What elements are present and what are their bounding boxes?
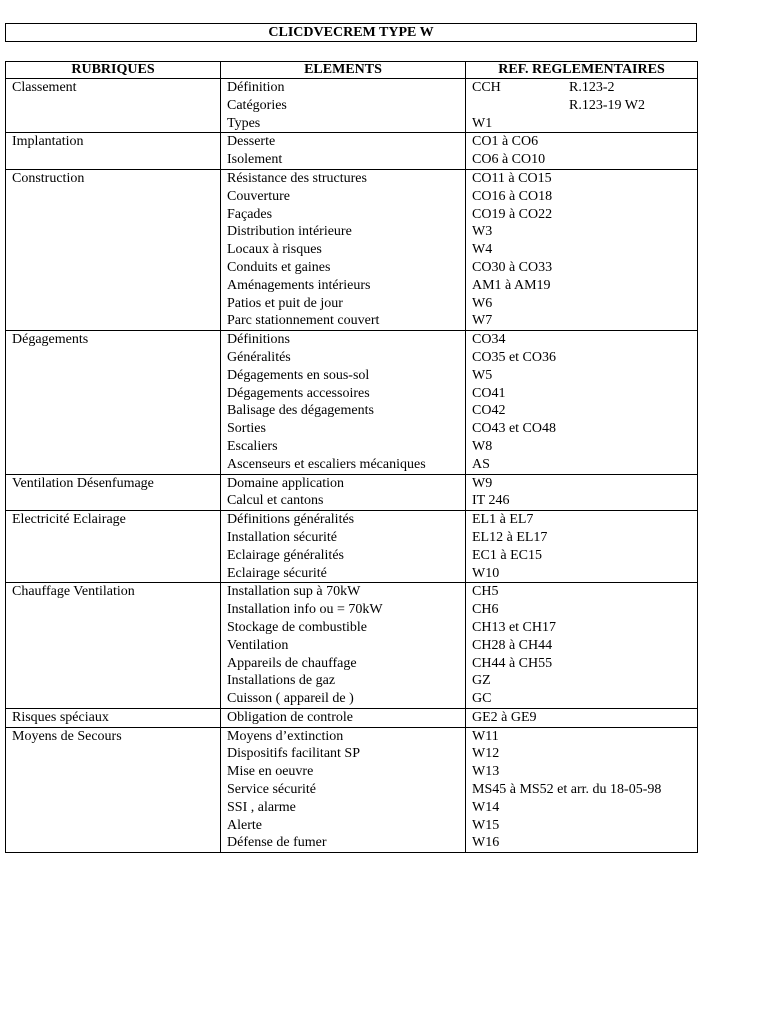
rubrique-cell bbox=[6, 583, 221, 709]
ref-item bbox=[472, 206, 697, 224]
ref-value: W13 bbox=[472, 764, 500, 780]
rubrique-label: Chauffage Ventilation bbox=[12, 584, 135, 600]
document-title: CLICDVECREM TYPE W bbox=[5, 23, 697, 42]
ref-value: W4 bbox=[472, 242, 493, 258]
ref-item bbox=[472, 834, 697, 852]
ref-item bbox=[472, 438, 697, 456]
element-item: Couverture bbox=[227, 188, 290, 204]
elements-cell bbox=[221, 583, 466, 709]
ref-value: CO6 à CO10 bbox=[472, 152, 546, 168]
ref-item bbox=[472, 547, 697, 565]
element-item: Balisage des dégagements bbox=[227, 403, 374, 419]
ref-item bbox=[472, 763, 697, 781]
element-item: Résistance des structures bbox=[227, 170, 367, 186]
rubrique-label: Moyens de Secours bbox=[12, 728, 122, 744]
header-refs: REF. REGLEMENTAIRES bbox=[466, 62, 698, 79]
header-rubriques: RUBRIQUES bbox=[6, 62, 221, 79]
element-item: Escaliers bbox=[227, 438, 278, 454]
table-row bbox=[6, 511, 698, 583]
element-item: Conduits et gaines bbox=[227, 259, 331, 275]
ref-value: CO1 à CO6 bbox=[472, 134, 539, 150]
element-item: Domaine application bbox=[227, 475, 345, 491]
element-item: Alerte bbox=[227, 817, 262, 833]
element-item: Eclairage sécurité bbox=[227, 565, 327, 581]
rubrique-cell bbox=[6, 79, 221, 133]
ref-item bbox=[472, 241, 697, 259]
ref-item bbox=[472, 619, 697, 637]
ref-value: W6 bbox=[472, 295, 493, 311]
ref-value: CO42 bbox=[472, 403, 506, 419]
elements-cell bbox=[221, 727, 466, 853]
elements-cell bbox=[221, 331, 466, 474]
element-item: Dégagements accessoires bbox=[227, 385, 370, 401]
table-body bbox=[6, 79, 698, 853]
rubrique-label: Ventilation Désenfumage bbox=[12, 475, 154, 491]
ref-item bbox=[472, 781, 697, 799]
ref-secondary-value: R.123-19 W2 bbox=[569, 97, 645, 113]
element-item: Obligation de controle bbox=[227, 709, 353, 725]
element-item: Mise en oeuvre bbox=[227, 764, 314, 780]
element-item: Distribution intérieure bbox=[227, 224, 352, 240]
ref-value: W3 bbox=[472, 224, 493, 240]
element-item: Cuisson ( appareil de ) bbox=[227, 691, 354, 707]
elements-cell bbox=[221, 133, 466, 170]
regulations-table bbox=[5, 61, 698, 853]
ref-item bbox=[472, 331, 697, 349]
ref-item bbox=[472, 277, 697, 295]
ref-item bbox=[472, 565, 697, 583]
ref-value: CH44 à CH55 bbox=[472, 655, 553, 671]
ref-value: CCH bbox=[472, 80, 501, 95]
table-row bbox=[6, 708, 698, 727]
ref-item bbox=[472, 475, 697, 493]
ref-item bbox=[472, 672, 697, 690]
ref-value: CO34 bbox=[472, 332, 506, 348]
element-item: Types bbox=[227, 115, 261, 131]
ref-item bbox=[472, 583, 697, 601]
element-item: SSI , alarme bbox=[227, 799, 296, 815]
element-item: Installation sécurité bbox=[227, 529, 338, 545]
element-item: Sorties bbox=[227, 421, 266, 437]
ref-item bbox=[472, 637, 697, 655]
ref-item bbox=[472, 133, 697, 151]
ref-item bbox=[472, 115, 697, 133]
rubrique-label: Classement bbox=[12, 80, 77, 95]
ref-item bbox=[472, 709, 697, 727]
rubrique-cell bbox=[6, 727, 221, 853]
rubrique-cell bbox=[6, 169, 221, 330]
element-item: Généralités bbox=[227, 349, 291, 365]
rubrique-label: Dégagements bbox=[12, 332, 89, 348]
ref-item bbox=[472, 492, 697, 510]
element-item: Desserte bbox=[227, 134, 276, 150]
rubrique-cell bbox=[6, 331, 221, 474]
ref-value: CH5 bbox=[472, 584, 499, 600]
element-item: Ascenseurs et escaliers mécaniques bbox=[227, 456, 426, 472]
ref-item bbox=[472, 259, 697, 277]
refs-cell bbox=[466, 331, 698, 474]
rubrique-cell bbox=[6, 511, 221, 583]
element-item: Service sécurité bbox=[227, 782, 317, 798]
rubrique-label: Electricité Eclairage bbox=[12, 512, 126, 528]
rubrique-label: Risques spéciaux bbox=[12, 709, 109, 725]
ref-item bbox=[472, 367, 697, 385]
elements-cell bbox=[221, 169, 466, 330]
elements-cell bbox=[221, 511, 466, 583]
refs-cell bbox=[466, 583, 698, 709]
element-item: Stockage de combustible bbox=[227, 619, 367, 635]
ref-item bbox=[472, 151, 697, 169]
ref-value: W14 bbox=[472, 799, 500, 815]
refs-cell bbox=[466, 511, 698, 583]
element-item: Définitions généralités bbox=[227, 512, 355, 528]
ref-value: EC1 à EC15 bbox=[472, 547, 542, 563]
ref-item bbox=[472, 456, 697, 474]
ref-value: CO41 bbox=[472, 385, 506, 401]
element-item: Aménagements intérieurs bbox=[227, 277, 371, 293]
elements-cell bbox=[221, 474, 466, 511]
refs-cell bbox=[466, 169, 698, 330]
ref-value: CO16 à CO18 bbox=[472, 188, 553, 204]
ref-value: W10 bbox=[472, 565, 500, 581]
rubrique-label: Implantation bbox=[12, 134, 84, 150]
ref-value: W7 bbox=[472, 313, 493, 329]
ref-item bbox=[472, 349, 697, 367]
element-item: Installations de gaz bbox=[227, 673, 336, 689]
ref-value: W8 bbox=[472, 438, 493, 454]
ref-value: W15 bbox=[472, 817, 500, 833]
rubrique-cell bbox=[6, 708, 221, 727]
table-header-row bbox=[6, 62, 698, 79]
element-item: Dispositifs facilitant SP bbox=[227, 746, 360, 762]
ref-item bbox=[472, 817, 697, 835]
ref-item bbox=[472, 312, 697, 330]
ref-item bbox=[472, 655, 697, 673]
elements-cell bbox=[221, 708, 466, 727]
table-row bbox=[6, 133, 698, 170]
ref-item bbox=[472, 295, 697, 313]
ref-value: W5 bbox=[472, 367, 493, 383]
ref-item bbox=[472, 170, 697, 188]
ref-value: AS bbox=[472, 456, 490, 472]
element-item: Définitions bbox=[227, 332, 290, 348]
ref-item bbox=[472, 799, 697, 817]
ref-value: CH13 et CH17 bbox=[472, 619, 556, 635]
ref-value: W12 bbox=[472, 746, 500, 762]
ref-value: AM1 à AM19 bbox=[472, 277, 551, 293]
ref-item bbox=[472, 385, 697, 403]
ref-value: CO11 à CO15 bbox=[472, 170, 552, 186]
element-item: Catégories bbox=[227, 97, 287, 113]
ref-item bbox=[472, 745, 697, 763]
element-item: Défense de fumer bbox=[227, 835, 327, 851]
ref-value: CH28 à CH44 bbox=[472, 637, 553, 653]
element-item: Moyens d’extinction bbox=[227, 728, 344, 744]
refs-cell bbox=[466, 79, 698, 133]
ref-value: CO43 et CO48 bbox=[472, 421, 556, 437]
rubrique-cell bbox=[6, 474, 221, 511]
ref-value: W1 bbox=[472, 115, 493, 131]
element-item: Installation sup à 70kW bbox=[227, 584, 361, 600]
ref-value: IT 246 bbox=[472, 493, 510, 509]
table-row bbox=[6, 331, 698, 474]
rubrique-label: Construction bbox=[12, 170, 85, 186]
ref-item bbox=[472, 690, 697, 708]
ref-value: CO19 à CO22 bbox=[472, 206, 553, 222]
ref-item bbox=[472, 511, 697, 529]
element-item: Dégagements en sous-sol bbox=[227, 367, 370, 383]
element-item: Parc stationnement couvert bbox=[227, 313, 380, 329]
ref-value: CO35 et CO36 bbox=[472, 349, 556, 365]
ref-item bbox=[472, 728, 697, 746]
element-item: Façades bbox=[227, 206, 273, 222]
ref-value: EL1 à EL7 bbox=[472, 512, 534, 528]
ref-item bbox=[472, 420, 697, 438]
element-item: Isolement bbox=[227, 152, 283, 168]
element-item: Calcul et cantons bbox=[227, 493, 324, 509]
ref-value: GE2 à GE9 bbox=[472, 709, 537, 725]
ref-item bbox=[472, 97, 697, 115]
ref-item bbox=[472, 223, 697, 241]
ref-value: EL12 à EL17 bbox=[472, 529, 548, 545]
refs-cell bbox=[466, 133, 698, 170]
refs-cell bbox=[466, 727, 698, 853]
header-elements: ELEMENTS bbox=[221, 62, 466, 79]
table-row bbox=[6, 169, 698, 330]
rubrique-cell bbox=[6, 133, 221, 170]
ref-value: GC bbox=[472, 691, 492, 707]
refs-cell bbox=[466, 708, 698, 727]
ref-value: W11 bbox=[472, 728, 499, 744]
ref-item bbox=[472, 188, 697, 206]
ref-item bbox=[472, 402, 697, 420]
element-item: Définition bbox=[227, 80, 285, 95]
ref-value: W9 bbox=[472, 475, 493, 491]
ref-item bbox=[472, 601, 697, 619]
ref-value: MS45 à MS52 et arr. du 18-05-98 bbox=[472, 782, 662, 798]
ref-secondary-value: R.123-2 bbox=[569, 80, 615, 95]
element-item: Installation info ou = 70kW bbox=[227, 602, 383, 618]
element-item: Patios et puit de jour bbox=[227, 295, 343, 311]
table-row bbox=[6, 79, 698, 133]
ref-value: W16 bbox=[472, 835, 500, 851]
ref-value: CH6 bbox=[472, 602, 499, 618]
element-item: Ventilation bbox=[227, 637, 289, 653]
elements-cell bbox=[221, 79, 466, 133]
ref-value: GZ bbox=[472, 673, 491, 689]
element-item: Eclairage généralités bbox=[227, 547, 344, 563]
ref-value: CO30 à CO33 bbox=[472, 259, 553, 275]
table-row bbox=[6, 727, 698, 853]
ref-item bbox=[472, 79, 697, 97]
element-item: Appareils de chauffage bbox=[227, 655, 357, 671]
ref-item bbox=[472, 529, 697, 547]
table-row bbox=[6, 583, 698, 709]
refs-cell bbox=[466, 474, 698, 511]
element-item: Locaux à risques bbox=[227, 242, 322, 258]
table-row bbox=[6, 474, 698, 511]
